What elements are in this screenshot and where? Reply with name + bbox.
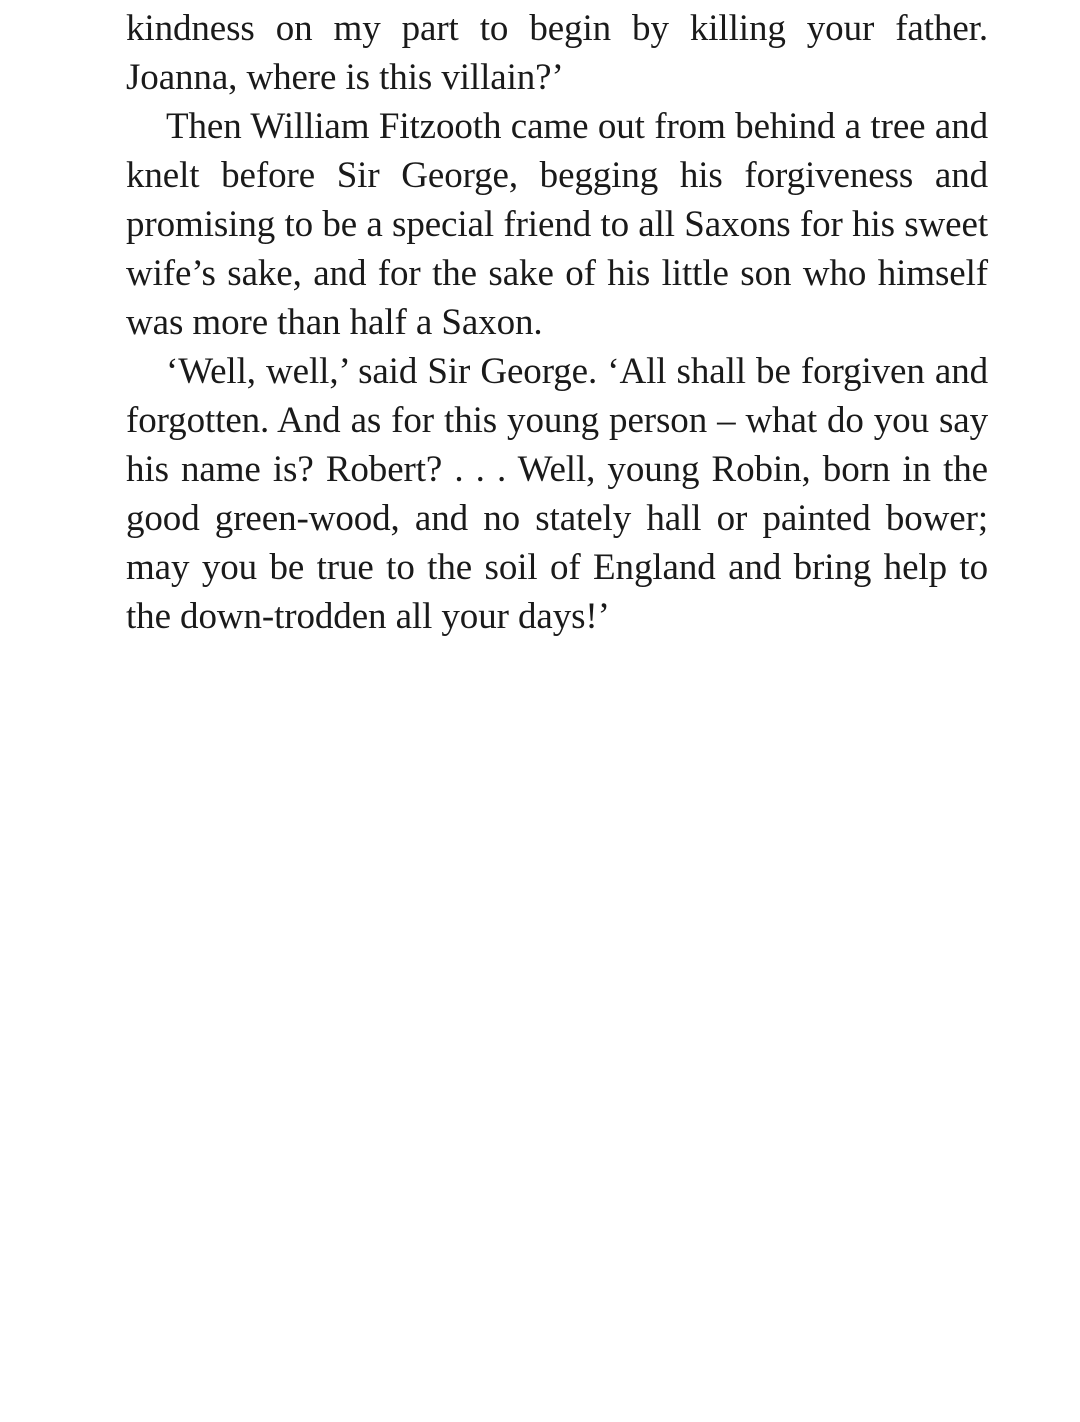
paragraph-sir-george-speech: ‘Well, well,’ said Sir George. ‘All shall be forgiven and forgotten. And as for this young person – what do you say his name is? Robert? . . . Well, young Robin, born in the good green-wood, and no stately hall or painted bower; may you be true to the soil of England and bring help to the down-trodden all your days!’ [126,351,988,637]
book-page-text [126,4,988,641]
paragraph-fitzooth-kneels: Then William Fitzooth came out from behind a tree and knelt before Sir George, begging his forgiveness and promising to be a special friend to all Saxons for his sweet wife’s sake, and for the sake of his little son who himself was more than half a Saxon. [126,106,988,343]
paragraph-continuation: kindness on my part to begin by killing your father. Joanna, where is this villain?’ [126,8,988,98]
